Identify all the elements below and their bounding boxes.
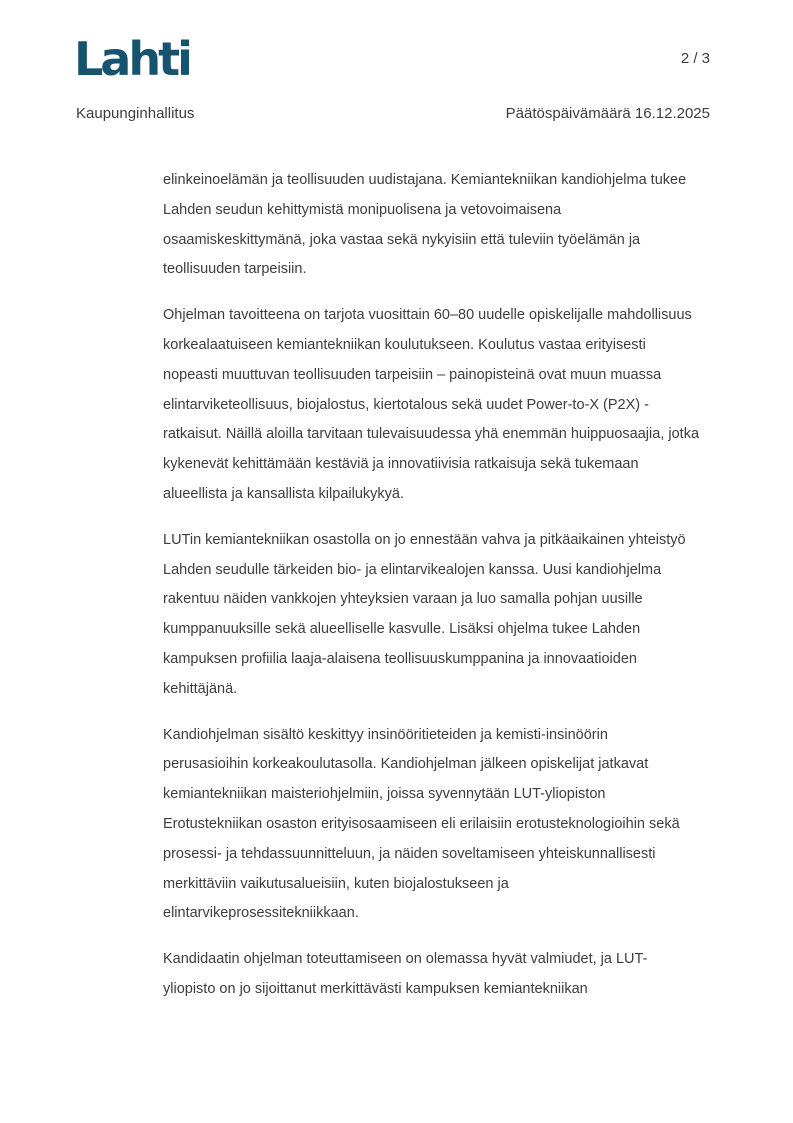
text-line: Ohjelman tavoitteena on tarjota vuosittain 60–80 uudelle opiskelijalle mahdollisuus [163, 307, 692, 324]
text-line: perusasioihin korkeakoulutasolla. Kandiohjelman jälkeen opiskelijat jatkavat [163, 756, 649, 773]
text-line: korkealaatuiseen kemiantekniikan koulutukseen. Koulutus vastaa erityisesti [163, 336, 646, 353]
text-line: Lahden seudulle tärkeiden bio- ja elintarvikealojen kanssa. Uusi kandiohjelma [163, 561, 662, 578]
text-line: kykenevät kehittämään kestäviä ja innovatiivisia ratkaisuja sekä tukemaan [163, 456, 639, 473]
text-line: yliopisto on jo sijoittanut merkittävästi kampuksen kemiantekniikan [163, 980, 588, 997]
text-line: elinkeinoelämän ja teollisuuden uudistajana. Kemiantekniikan kandiohjelma tukee [163, 172, 687, 188]
text-line: kemiantekniikan maisteriohjelmiin, joissa syvennytään LUT-yliopiston [163, 786, 606, 803]
text-line: teollisuuden tarpeisiin. [163, 261, 307, 278]
committee-name: Kaupunginhallitus [76, 105, 195, 122]
text-line: kumppanuuksille sekä alueelliselle kasvulle. Lisäksi ohjelma tukee Lahden [163, 621, 641, 638]
page-number: 2 / 3 [680, 50, 710, 67]
text-line: merkittäviin vaikutusalueisiin, kuten biojalostukseen ja [163, 875, 509, 892]
text-line: prosessi- ja tehdassuunnitteluun, ja näiden soveltamiseen yhteiskunnallisesti [163, 845, 656, 862]
lahti-logo: Lahti [74, 32, 190, 86]
decision-date: Päätöspäivämäärä 16.12.2025 [505, 105, 710, 122]
text-line: Erotustekniikan osaston erityisosaamiseen eli erilaisiin erotusteknologioihin sekä [163, 815, 680, 832]
text-line: nopeasti muuttuvan teollisuuden tarpeisiin – painopisteinä ovat muun muassa [163, 366, 662, 383]
paragraph [163, 301, 748, 510]
text-line: osaamiskeskittymänä, joka vastaa sekä nykyisiin että tuleviin työelämän ja [163, 231, 641, 248]
document-body [163, 166, 748, 1021]
document-header [76, 105, 710, 122]
paragraph [163, 721, 748, 930]
text-line: Kandiohjelman sisältö keskittyy insinööritieteiden ja kemisti-insinöörin [163, 726, 608, 743]
text-line: LUTin kemiantekniikan osastolla on jo ennestään vahva ja pitkäaikainen yhteistyö [163, 531, 686, 548]
text-line: alueellista ja kansallista kilpailukykyä. [163, 485, 404, 502]
text-line: Kandidaatin ohjelman toteuttamiseen on olemassa hyvät valmiudet, ja LUT- [163, 951, 648, 968]
paragraph [163, 526, 748, 705]
text-line: elintarviketeollisuus, biojalostus, kiertotalous sekä uudet Power-to-X (P2X) - [163, 396, 649, 413]
text-line: kehittäjänä. [163, 680, 238, 697]
paragraph [163, 945, 748, 1005]
text-line: kampuksen profiilia laaja-alaisena teollisuuskumppanina ja innovaatioiden [163, 650, 637, 667]
paragraph [163, 166, 748, 285]
text-line: rakentuu näiden vankkojen yhteyksien varaan ja luo samalla pohjan uusille [163, 591, 643, 608]
text-line: ratkaisut. Näillä aloilla tarvitaan tulevaisuudessa yhä enemmän huippuosaajia, jotka [163, 426, 700, 443]
text-line: elintarvikeprosessitekniikkaan. [163, 905, 359, 922]
text-line: Lahden seudun kehittymistä monipuolisena ja vetovoimaisena [163, 201, 562, 218]
